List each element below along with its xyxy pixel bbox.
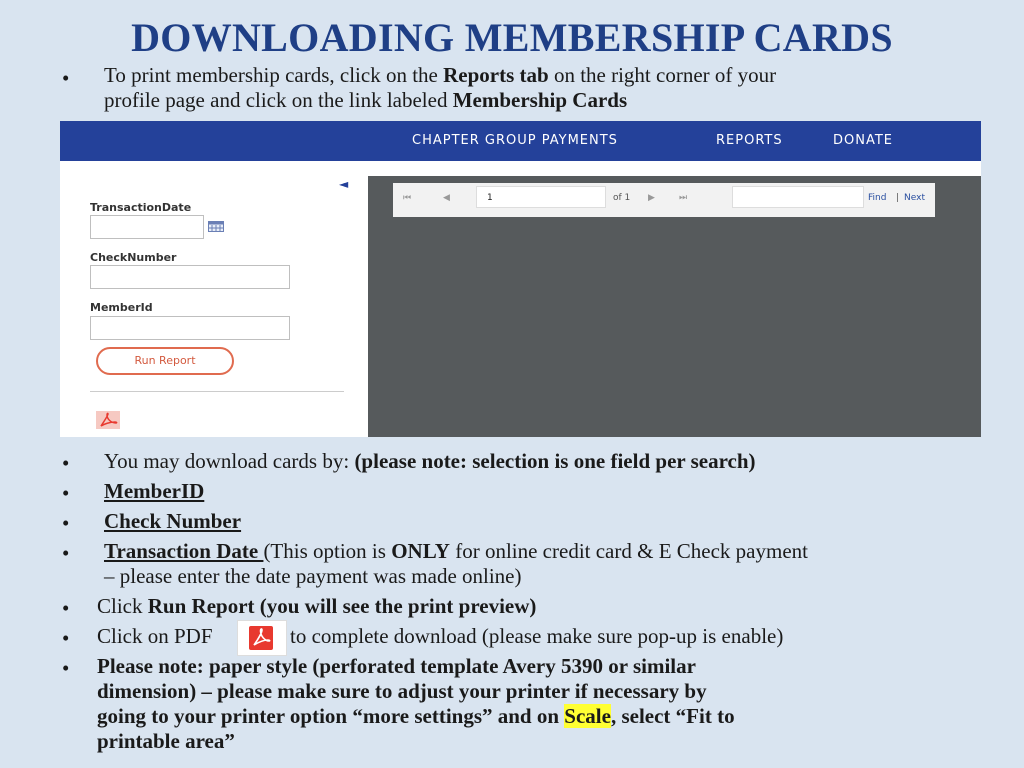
bullet: • bbox=[62, 656, 70, 680]
option-transaction-date: Transaction Date (This option is ONLY for online credit card & E Check payment bbox=[104, 539, 808, 563]
divider bbox=[90, 391, 344, 392]
bullet: • bbox=[62, 596, 70, 620]
pdf-icon[interactable] bbox=[96, 411, 120, 429]
nav-reports[interactable]: REPORTS bbox=[716, 133, 783, 148]
option-check-number: Check Number bbox=[104, 509, 242, 533]
page-number-input[interactable]: 1 bbox=[476, 186, 606, 208]
transaction-date-input[interactable] bbox=[90, 215, 204, 239]
paper-note-2: dimension) – please make sure to adjust your printer if necessary by bbox=[97, 679, 707, 703]
bullet: • bbox=[62, 541, 70, 565]
member-id-input[interactable] bbox=[90, 316, 290, 340]
first-page-icon[interactable]: ⏮ bbox=[403, 193, 412, 203]
find-input[interactable] bbox=[732, 186, 864, 208]
viewer-toolbar bbox=[393, 183, 935, 217]
bullet: • bbox=[62, 481, 70, 505]
paper-note-3: going to your printer option “more settings” and on Scale, select “Fit to bbox=[97, 704, 735, 728]
calendar-icon[interactable] bbox=[208, 221, 224, 232]
reports-screenshot bbox=[60, 121, 981, 437]
check-number-input[interactable] bbox=[90, 265, 290, 289]
click-pdf-line-end: to complete download (please make sure pop-up is enable) bbox=[290, 624, 784, 648]
nav-chapter-group-payments[interactable]: CHAPTER GROUP PAYMENTS bbox=[412, 133, 618, 148]
previous-page-icon[interactable]: ◀ bbox=[443, 193, 450, 203]
transaction-date-note: – please enter the date payment was made online) bbox=[104, 564, 522, 588]
top-navbar bbox=[60, 121, 981, 161]
find-divider: | bbox=[896, 193, 900, 203]
report-viewer bbox=[368, 176, 981, 437]
paper-note-4: printable area” bbox=[97, 729, 235, 753]
check-number-label: CheckNumber bbox=[90, 251, 177, 264]
bullet: • bbox=[62, 451, 70, 475]
intro-line-2: profile page and click on the link labeled Membership Cards bbox=[104, 88, 628, 112]
find-link[interactable]: Find bbox=[868, 193, 887, 203]
notes-line-1: You may download cards by: (please note: selection is one field per search) bbox=[104, 449, 756, 473]
click-run-report: Click Run Report (you will see the print preview) bbox=[97, 594, 537, 618]
bullet: • bbox=[62, 626, 70, 650]
next-link[interactable]: Next bbox=[904, 193, 925, 203]
click-pdf-line-start: Click on PDF bbox=[97, 624, 213, 648]
bullet: • bbox=[62, 511, 70, 535]
paper-note-1: Please note: paper style (perforated template Avery 5390 or similar bbox=[97, 654, 696, 678]
option-memberid: MemberID bbox=[104, 479, 205, 503]
pdf-icon-box bbox=[237, 620, 287, 656]
next-page-icon[interactable]: ▶ bbox=[648, 193, 655, 203]
run-report-button[interactable]: Run Report bbox=[96, 347, 234, 375]
transaction-date-label: TransactionDate bbox=[90, 201, 192, 214]
intro-line-1: To print membership cards, click on the Reports tab on the right corner of your bbox=[104, 63, 777, 87]
member-id-label: MemberId bbox=[90, 301, 153, 314]
page-count: of 1 bbox=[613, 193, 631, 203]
last-page-icon[interactable]: ⏭ bbox=[679, 193, 688, 203]
pdf-icon bbox=[249, 626, 273, 650]
nav-donate[interactable]: DONATE bbox=[833, 133, 894, 148]
bullet: • bbox=[62, 66, 70, 90]
collapse-arrow-icon[interactable]: ◄ bbox=[339, 177, 349, 191]
page-title: DOWNLOADING MEMBERSHIP CARDS bbox=[131, 15, 893, 60]
